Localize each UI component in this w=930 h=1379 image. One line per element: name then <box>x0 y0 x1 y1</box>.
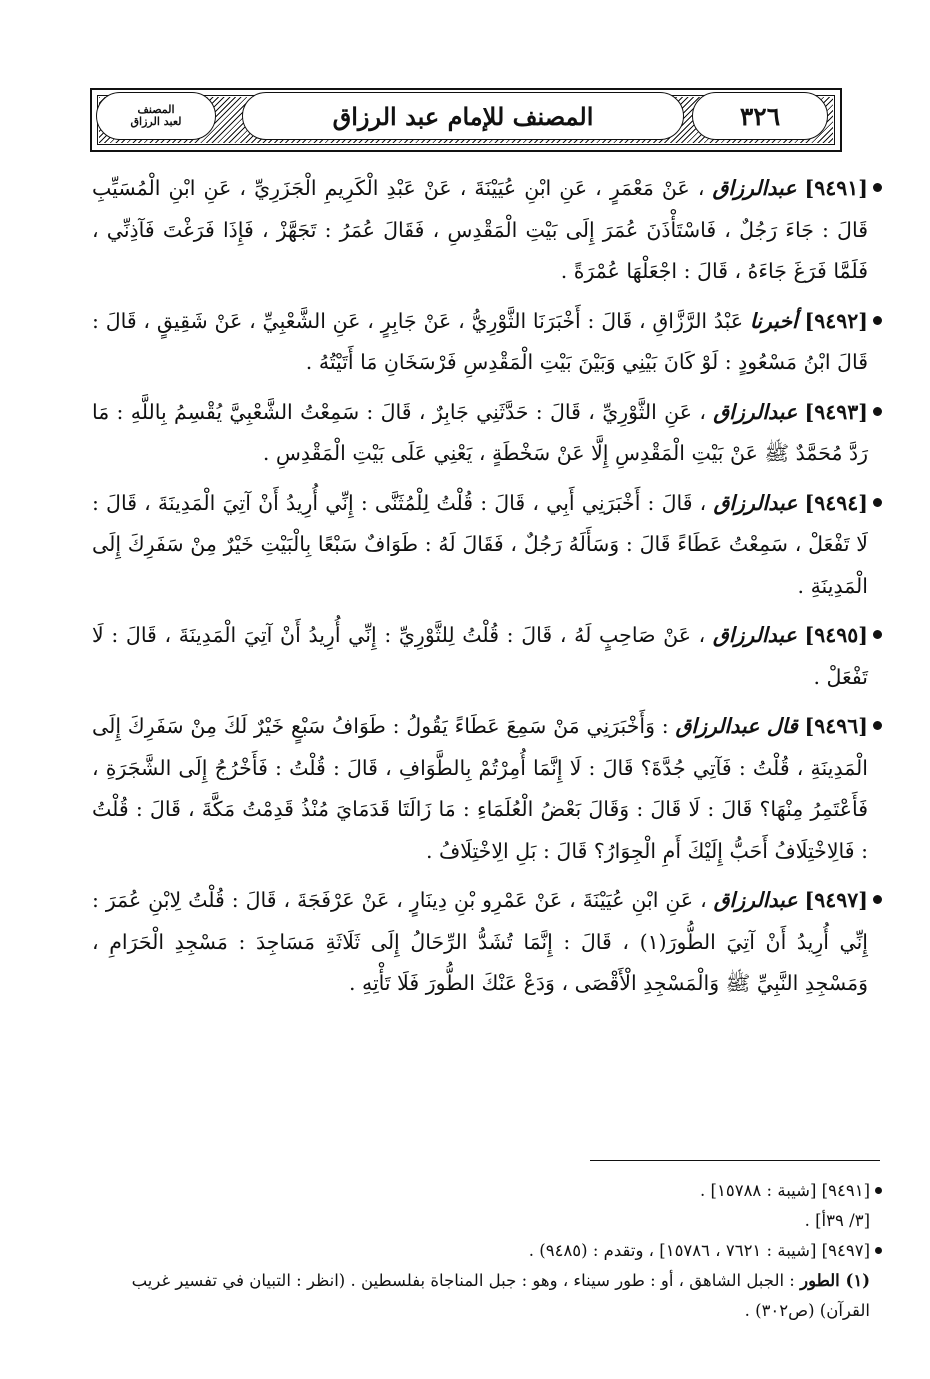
page-header <box>90 88 842 152</box>
entry-text: ، قَالَ : أَخْبَرَنِي أَبِي ، قَالَ : قُلْتُ لِلْمُثَنَّى : إِنِّي أُرِيدُ أَنْ آتِيَ الْمَدِينَةَ ، قَالَ : لَا تَفْعَلْ ، سَمِعْتُ عَطَاءً قَالَ : وَسَأَلَهُ رَجُلٌ ، فَقَالَ لَهُ : طَوَافٌ سَبْعًا بِالْبَيْتِ خَيْرٌ مِنْ سَفَرِكَ إِلَى الْمَدِينَةِ . <box>92 490 868 598</box>
entry-text: ، عَنْ مَعْمَرٍ ، عَنِ ابْنِ عُيَيْنَةَ ، عَنْ عَبْدِ الْكَرِيمِ الْجَزَرِيِّ ، عَنِ ابْنِ الْمُسَيِّبِ قَالَ : جَاءَ رَجُلٌ ، فَاسْتَأْذَنَ عُمَرَ إِلَى بَيْتِ الْمَقْدِسِ ، فَقَالَ عُمَرُ : تَجَهَّزْ ، فَإِذَا فَرَغْتَ فَآذِنِّي ، فَلَمَّا فَرَغَ جَاءَهُ ، قَالَ : اجْعَلْهَا عُمْرَةً . <box>92 176 868 283</box>
hadith-entry <box>92 706 882 872</box>
entry-number: [٩٤٩٤] <box>804 490 868 515</box>
header-title: المصنف للإمام عبد الرزاق <box>332 101 594 131</box>
entry-number: [٩٤٩٧] <box>804 888 868 912</box>
bullet-icon <box>873 183 882 192</box>
entry-number: [٩٤٩٦] <box>804 714 868 738</box>
hadith-text <box>92 168 882 1013</box>
footnote-text: [٣/ ٣٩أ] . <box>804 1211 870 1230</box>
footnote <box>92 1206 882 1236</box>
footnote <box>92 1236 882 1266</box>
narrator: عبدالرزاق <box>713 888 798 912</box>
footnote-text: : الجبل الشاهق ، أو : طور سيناء ، وهو : جبل المناجاة بفلسطين . (انظر : التبيان في تفسير غريب القرآن) (ص٣٠٢) . <box>131 1271 870 1320</box>
hadith-entry <box>92 615 882 698</box>
footnote-term: (١) الطور <box>800 1271 870 1290</box>
footnote <box>92 1176 882 1206</box>
header-title-plate <box>242 92 684 140</box>
entry-text: ، عَنِ ابْنِ عُيَيْنَةَ ، عَنْ عَمْرِو بْنِ دِينَارٍ ، عَنْ عَرْفَجَةَ ، قَالَ : قُلْتُ لِابْنِ عُمَرَ : إِنِّي أُرِيدُ أَنْ آتِيَ الطُّورَ(١) ، قَالَ : إِنَّمَا تُشَدُّ الرِّحَالُ إِلَى ثَلَاثَةِ مَسَاجِدَ : مَسْجِدِ الْحَرَامِ ، وَمَسْجِدِ النَّبِيِّ ﷺ وَالْمَسْجِدِ الْأَقْصَى ، وَدَعْ عَنْكَ الطُّورَ فَلَا تَأْتِهِ . <box>92 888 868 995</box>
entry-number: [٩٤٩٣] <box>804 399 868 424</box>
bullet-icon <box>873 498 882 507</box>
bullet-icon <box>873 407 882 416</box>
narrator: قال عبدالرزاق <box>675 714 798 738</box>
hadith-entry <box>92 483 882 608</box>
entry-text: ، عَنِ الثَّوْرِيِّ ، قَالَ : حَدَّثَنِي جَابِرٌ ، قَالَ : سَمِعْتُ الشَّعْبِيَّ يُقْسِمُ بِاللَّهِ : مَا رَدَّ مُحَمَّدٌ ﷺ عَنْ بَيْتِ الْمَقْدِسِ إِلَّا عَنْ سَخْطَةٍ ، يَعْنِي عَلَى بَيْتِ الْمَقْدِسِ . <box>92 399 868 465</box>
page-number: ٣٢٦ <box>739 101 781 131</box>
hadith-entry <box>92 392 882 475</box>
entry-text: عَبْدُ الرَّزَّاقِ ، قَالَ : أَخْبَرَنَا الثَّوْرِيُّ ، عَنْ جَابِرٍ ، عَنِ الشَّعْبِيِّ ، عَنْ شَقِيقٍ ، قَالَ : قَالَ ابْنُ مَسْعُودٍ : لَوْ كَانَ بَيْنِي وَبَيْنَ بَيْتِ الْمَقْدِسِ فَرْسَخَانِ مَا أَتَيْتُهُ . <box>92 308 868 374</box>
bullet-icon <box>875 1187 882 1194</box>
bullet-icon <box>873 721 882 730</box>
hadith-entry <box>92 168 882 293</box>
footnote <box>92 1266 882 1326</box>
narrator: عبدالرزاق <box>712 176 797 200</box>
entry-number: [٩٤٩٥] <box>804 623 868 647</box>
footnotes <box>92 1176 882 1326</box>
narrator: عبدالرزاق <box>712 623 797 647</box>
hadith-entry <box>92 301 882 384</box>
entry-number: [٩٤٩١] <box>804 176 868 200</box>
header-logo <box>96 92 216 140</box>
narrator: عبدالرزاق <box>713 490 798 515</box>
narrator: عبدالرزاق <box>713 399 798 424</box>
bullet-icon <box>873 316 882 325</box>
entry-text: ، عَنْ صَاحِبٍ لَهُ ، قَالَ : قُلْتُ لِلثَّوْرِيِّ : إِنِّي أُرِيدُ أَنْ آتِيَ الْمَدِينَةَ ، قَالَ : لَا تَفْعَلْ . <box>92 623 868 689</box>
hadith-entry <box>92 880 882 1005</box>
page-number-plate <box>692 92 828 140</box>
logo-line-2: لعبد الرزاق <box>130 115 182 128</box>
bullet-icon <box>875 1247 882 1254</box>
entry-number: [٩٤٩٢] <box>804 308 868 333</box>
footnote-text: [٩٤٩١] [شيبة : ١٥٧٨٨] . <box>700 1181 870 1200</box>
narrator: أخبرنا <box>749 308 798 333</box>
bullet-icon <box>873 630 882 639</box>
entry-text: : وَأَخْبَرَنِي مَنْ سَمِعَ عَطَاءً يَقُولُ : طَوَافُ سَبْعٍ خَيْرٌ لَكَ مِنْ سَفَرِكَ إِلَى الْمَدِينَةِ ، قُلْتُ : فَآتِي جُدَّةَ؟ قَالَ : لَا إِنَّمَا أُمِرْتُمْ بِالطَّوَافِ ، قَالَ : قُلْتُ : فَأَخْرُجُ إِلَى الشَّجَرَةِ ، فَأَعْتَمِرُ مِنْهَا؟ قَالَ : لَا قَالَ : وَقَالَ بَعْضُ الْعُلَمَاءِ : مَا زَالَتَا قَدَمَايَ مُنْذُ قَدِمْتُ مَكَّةَ ، قَالَ : قُلْتُ : فَالِاخْتِلَافُ أَحَبُّ إِلَيْكَ أَمِ الْجِوَارُ؟ قَالَ : بَلِ الِاخْتِلَافُ . <box>92 714 868 863</box>
logo-line-1: المصنف <box>137 103 175 116</box>
footnote-divider <box>590 1160 880 1161</box>
footnote-text: [٩٤٩٧] [شيبة : ٧٦٢١ ، ١٥٧٨٦] ، وتقدم : (٩٤٨٥) . <box>528 1241 870 1260</box>
bullet-icon <box>873 895 882 904</box>
